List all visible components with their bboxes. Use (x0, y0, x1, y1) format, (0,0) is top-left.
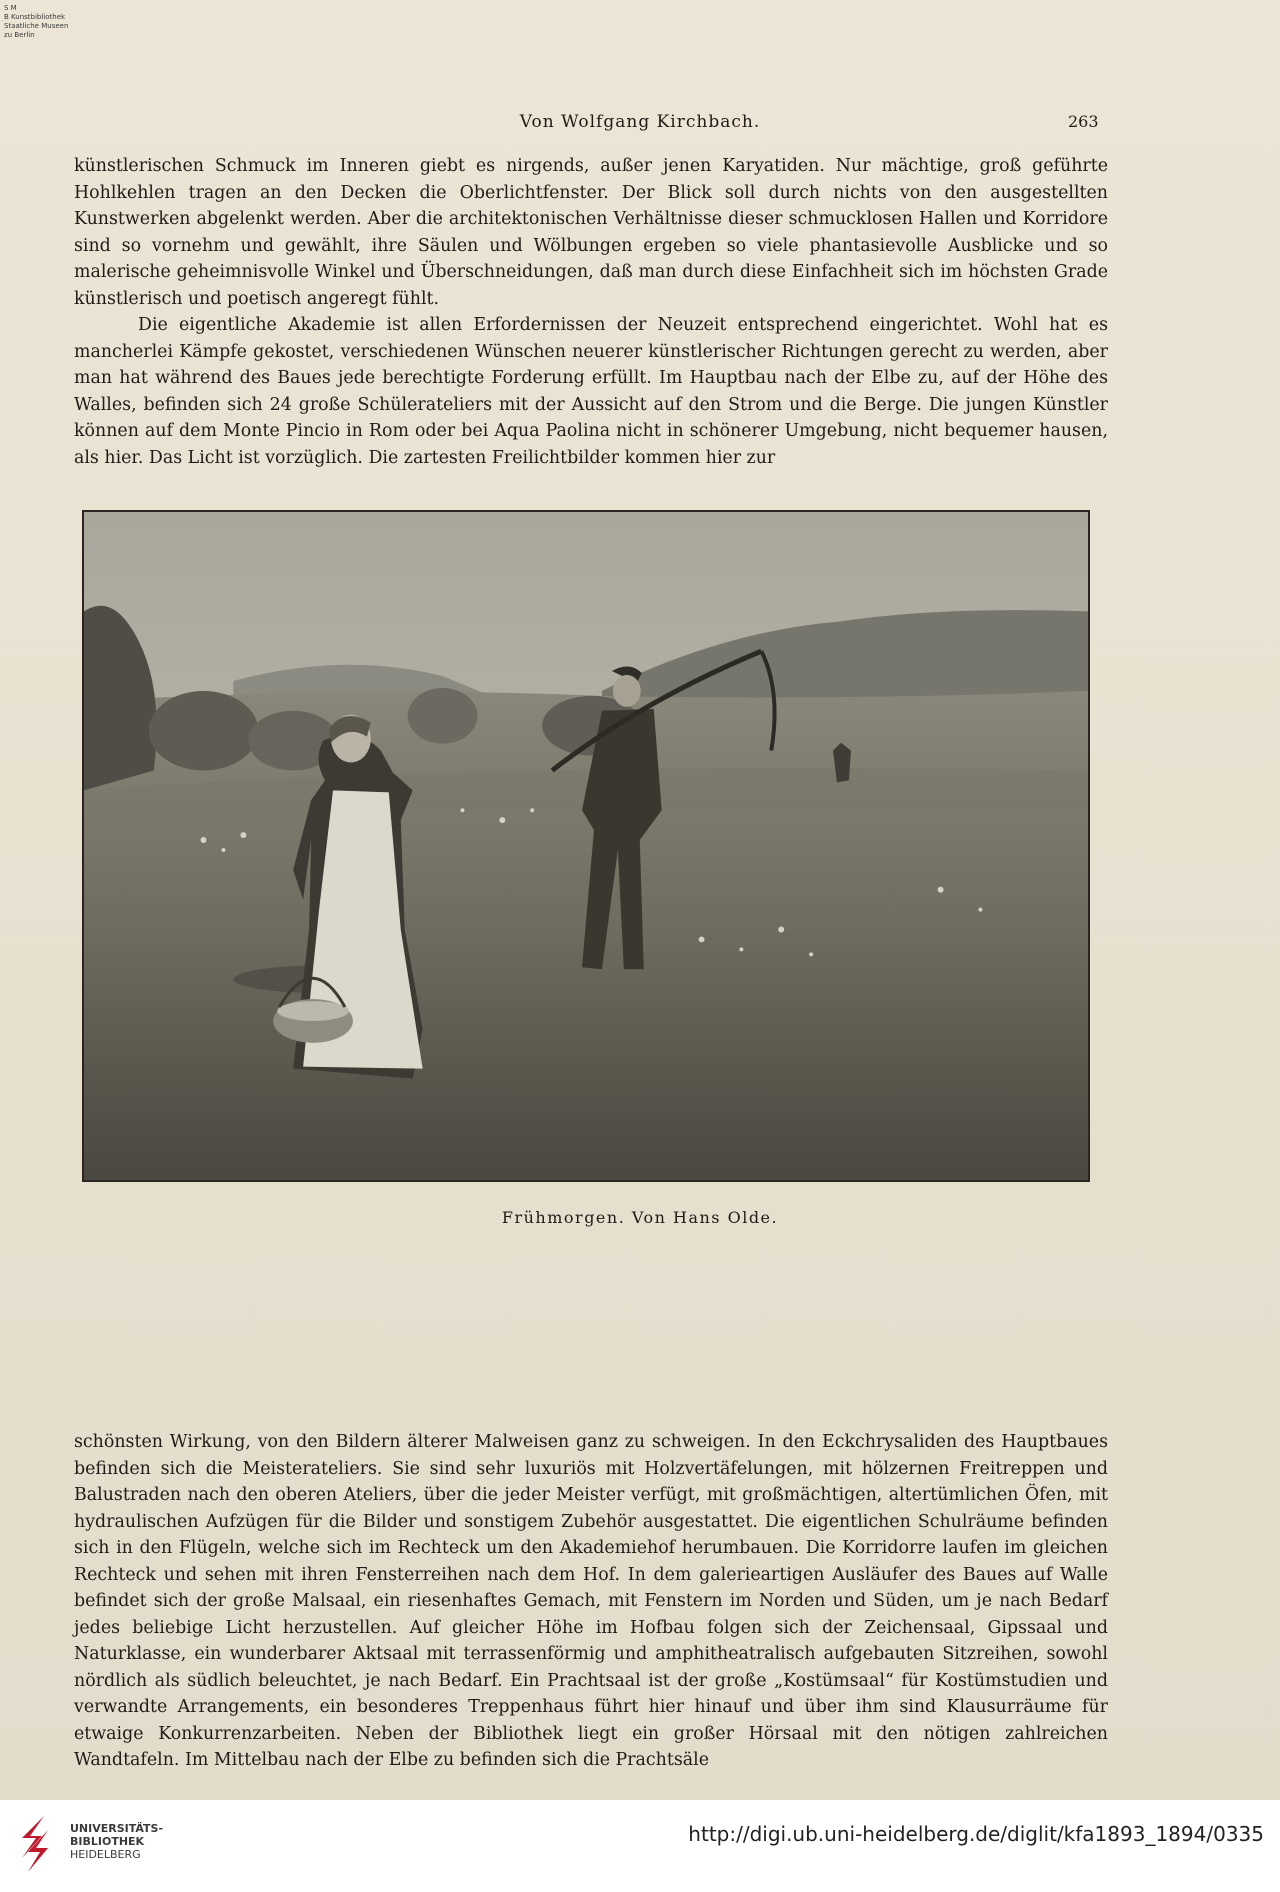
library-name-line: UNIVERSITÄTS- (70, 1822, 164, 1835)
running-head (0, 112, 1280, 136)
text-block-bottom (74, 1429, 1108, 1774)
footer-bar (0, 1800, 1280, 1892)
university-library-logo-icon (14, 1812, 58, 1876)
paragraph: Die eigentliche Akademie ist allen Erfordernissen der Neuzeit entsprechend eingerichtet. Wohl hat es mancherlei Kämpfe gekostet, verschiedenen Wünschen neuerer künstlerischer Richtungen gerecht zu werden, aber man hat während des Baues jede berechtigte Forderung erfüllt. Im Hauptbau nach der Elbe zu, auf der Höhe des Walles, befinden sich 24 große Schülerateliers mit der Aussicht auf den Strom und die Berge. Die jungen Künstler können auf dem Monte Pincio in Rom oder bei Aqua Paolina nicht in schönerer Umgebung, nicht bequemer hausen, als hier. Das Licht ist vorzüglich. Die zartesten Freilichtbilder kommen hier zur (74, 315, 1108, 468)
library-name (70, 1822, 163, 1861)
painting-illustration (82, 510, 1090, 1182)
stamp-line: zu Berlin (4, 31, 35, 39)
permalink-url[interactable]: http://digi.ub.uni-heidelberg.de/diglit/kfa1893_1894/0335 (688, 1822, 1264, 1846)
library-stamp (4, 4, 94, 40)
stamp-line: B Kunstbibliothek (4, 13, 66, 21)
library-name-line: HEIDELBERG (70, 1848, 141, 1861)
text-block-top (74, 153, 1108, 471)
figure-caption: Frühmorgen. Von Hans Olde. (501, 1208, 779, 1227)
stamp-line: Staatliche Museen (4, 22, 69, 30)
library-name-line: BIBLIOTHEK (70, 1835, 145, 1848)
page-number: 263 (1068, 112, 1099, 131)
painting-image (84, 512, 1088, 1180)
paragraph: künstlerischen Schmuck im Inneren giebt es nirgends, außer jenen Karyatiden. Nur mächtige, groß geführte Hohlkehlen tragen an den Decken die Oberlichtfenster. Der Blick soll durch nichts von den ausgestellten Kunstwerken abgelenkt werden. Aber die architektonischen Verhältnisse dieser schmucklosen Hallen und Korridore sind so vornehm und gewählt, ihre Säulen und Wölbungen ergeben so viele phantasievolle Ausblicke und so malerische geheimnisvolle Winkel und Überschneidungen, daß man durch diese Einfachheit sich im höchsten Grade künstlerisch und poetisch angeregt fühlt. (74, 156, 1108, 309)
running-title: Von Wolfgang Kirchbach. (519, 112, 761, 132)
stamp-line: S M (4, 4, 17, 12)
paragraph: schönsten Wirkung, von den Bildern älterer Malweisen ganz zu schweigen. In den Eckchrysaliden des Hauptbaues befinden sich die Meisterateliers. Sie sind sehr luxuriös mit Holzvertäfelungen, mit hölzernen Freitreppen und Balustraden nach den oberen Ateliers, über die jeder Meister verfügt, mit großmächtigen, altertümlichen Öfen, mit hydraulischen Aufzügen für die Bilder und sonstigem Zubehör ausgestattet. Die eigentlichen Schulräume befinden sich in den Flügeln, welche sich im Rechteck um den Akademiehof herumbauen. Die Korridorre laufen im gleichen Rechteck und sehen mit ihren Fensterreihen nach dem Hof. In dem galerieartigen Ausläufer des Baues auf Walle befindet sich der große Malsaal, ein riesenhaftes Gemach, mit Fenstern im Norden und Süden, um je nach Bedarf jedes beliebige Licht herzustellen. Auf gleicher Höhe im Hofbau folgen sich der Zeichensaal, Gipssaal und Naturklasse, ein wunderbarer Aktsaal mit terrassenförmig und amphitheatralisch aufgebauten Sitzreihen, sowohl nördlich als südlich beleuchtet, je nach Bedarf. Ein Prachtsaal ist der große „Kostümsaal“ für Kostümstudien und verwandte Arrangements, ein besonderes Treppenhaus führt hier hinauf und über ihm sind Klausurräume für etwaige Konkurrenzarbeiten. Neben der Bibliothek liegt ein großer Hörsaal mit den nötigen zahlreichen Wandtafeln. Im Mittelbau nach der Elbe zu befinden sich die Prachtsäle (74, 1432, 1108, 1770)
